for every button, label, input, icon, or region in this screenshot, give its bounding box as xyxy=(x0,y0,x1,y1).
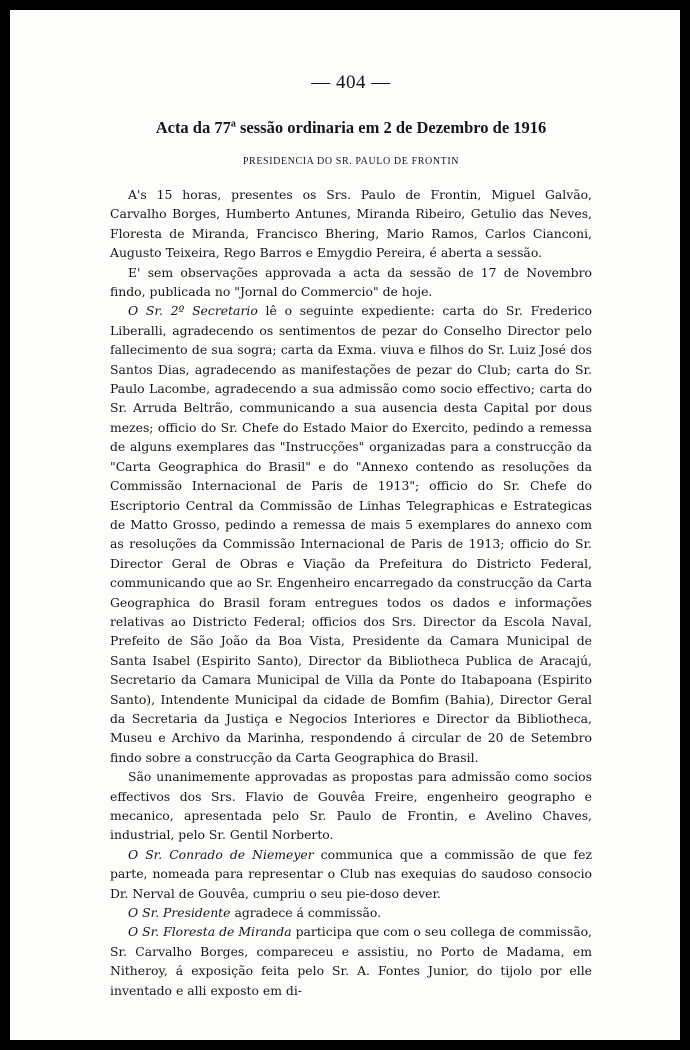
paragraph-text: agradece á commissão. xyxy=(230,905,382,921)
presidency-line: PRESIDENCIA DO SR. PAULO DE FRONTIN xyxy=(242,156,460,167)
title-prefix: Acta da 77 xyxy=(155,118,231,137)
paragraph-president-thanks xyxy=(110,903,592,922)
paragraph-lead: O Sr. Presidente xyxy=(128,905,231,921)
paragraph-lead: O Sr. 2º Secretario xyxy=(128,303,258,319)
paragraph-exhibition xyxy=(110,922,592,1000)
paragraph-lead: O Sr. Floresta de Miranda xyxy=(128,924,292,940)
page-number: — 404 — xyxy=(311,72,391,93)
paragraph-text: participa que com o seu collega de commissão, Sr. Carvalho Borges, compareceu e assistiu, no Porto de Madama, em Nitheroy, á exposição feita pelo Sr. A. Fontes Junior, do tijolo por elle inventado e alli exposto em di- xyxy=(110,924,592,998)
paragraph-text: São unanimemente approvadas as propostas para admissão como socios effectivos dos Srs. Flavio de Gouvêa Freire, engenheiro geographo e mecanico, apresentada pelo Sr. Paulo de Frontin, e Avelino Chaves, industrial, pelo Sr. Gentil Norberto. xyxy=(110,769,592,843)
paragraph-text: E' sem observações approvada a acta da sessão de 17 de Novembro findo, publicada no "Jornal do Commercio" de hoje. xyxy=(110,264,592,300)
paragraph-correspondence xyxy=(110,301,592,767)
document-page xyxy=(110,72,592,1000)
paragraph-text: A's 15 horas, presentes os Srs. Paulo de Frontin, Miguel Galvão, Carvalho Borges, Humberto Antunes, Miranda Ribeiro, Getulio das Neves, Floresta de Miranda, Francisco Bhering, Mario Ramos, Carlos Cianconi, Augusto Teixeira, Rego Barros e Emygdio Pereira, é aberta a sessão. xyxy=(110,187,592,261)
paragraph-text: communica que a commissão de que fez parte, nomeada para representar o Club nas exequias do saudoso consocio Dr. Nerval de Gouvêa, cumpriu o seu pie-doso dever. xyxy=(110,846,593,901)
paragraph-lead: O Sr. Conrado de Niemeyer xyxy=(128,846,314,862)
paragraph-attendance xyxy=(110,185,592,263)
minutes-title xyxy=(110,118,592,138)
paragraph-admissions xyxy=(110,767,592,845)
paragraph-text: lê o seguinte expediente: carta do Sr. Frederico Liberalli, agradecendo os sentimentos de pezar do Conselho Director pelo fallecimento de sua sogra; carta da Exma. viuva e filhos do Sr. Luiz José dos Santos Dias, agradecendo as manifestações de pezar do Club; carta do Sr. Paulo Lacombe, agradecendo a sua admissão como socio effectivo; carta do Sr. Arruda Beltrão, communicando a sua ausencia desta Capital por dous mezes; officio do Sr. Chefe do Estado Maior do Exercito, pedindo a remessa de alguns exemplares das "Instrucções" organizadas para a construcção da "Carta Geographica do Brasil" e do "Annexo contendo as resoluções da Commissão Internacional de Paris de 1913"; officio do Sr. Chefe do Escriptorio Central da Commissão de Linhas Telegraphicas e Estrategicas de Matto Grosso, pedindo a remessa de mais 5 exemplares do annexo com as resoluções da Commissão Internacional de Paris de 1913; officio do Sr. Director Geral de Obras e Viação da Prefeitura do Districto Federal, communicando que ao Sr. Engenheiro encarregado da construcção da Carta Geographica do Brasil foram entregues todos os dados e informações relativas ao Districto Federal; officios dos Srs. Director da Escola Naval, Prefeito de São João da Boa Vista, Presidente da Camara Municipal de Santa Isabel (Espirito Santo), Director da Bibliotheca Publica de Aracajú, Secretario da Camara Municipal de Villa da Ponte do Itabapoana (Espirito Santo), Intendente Municipal da cidade de Bomfim (Bahia), Director Geral da Secretaria da Justiça e Negocios Interiores e Director da Bibliotheca, Museu e Archivo da Marinha, respondendo á circular de 20 de Setembro findo sobre a construcção da Carta Geographica do Brasil. xyxy=(110,303,592,765)
title-superscript: a xyxy=(230,118,236,130)
paragraph-commission-report xyxy=(110,845,592,903)
paragraph-approval xyxy=(110,263,592,302)
title-suffix: sessão ordinaria em 2 de Dezembro de 1916 xyxy=(235,118,547,137)
